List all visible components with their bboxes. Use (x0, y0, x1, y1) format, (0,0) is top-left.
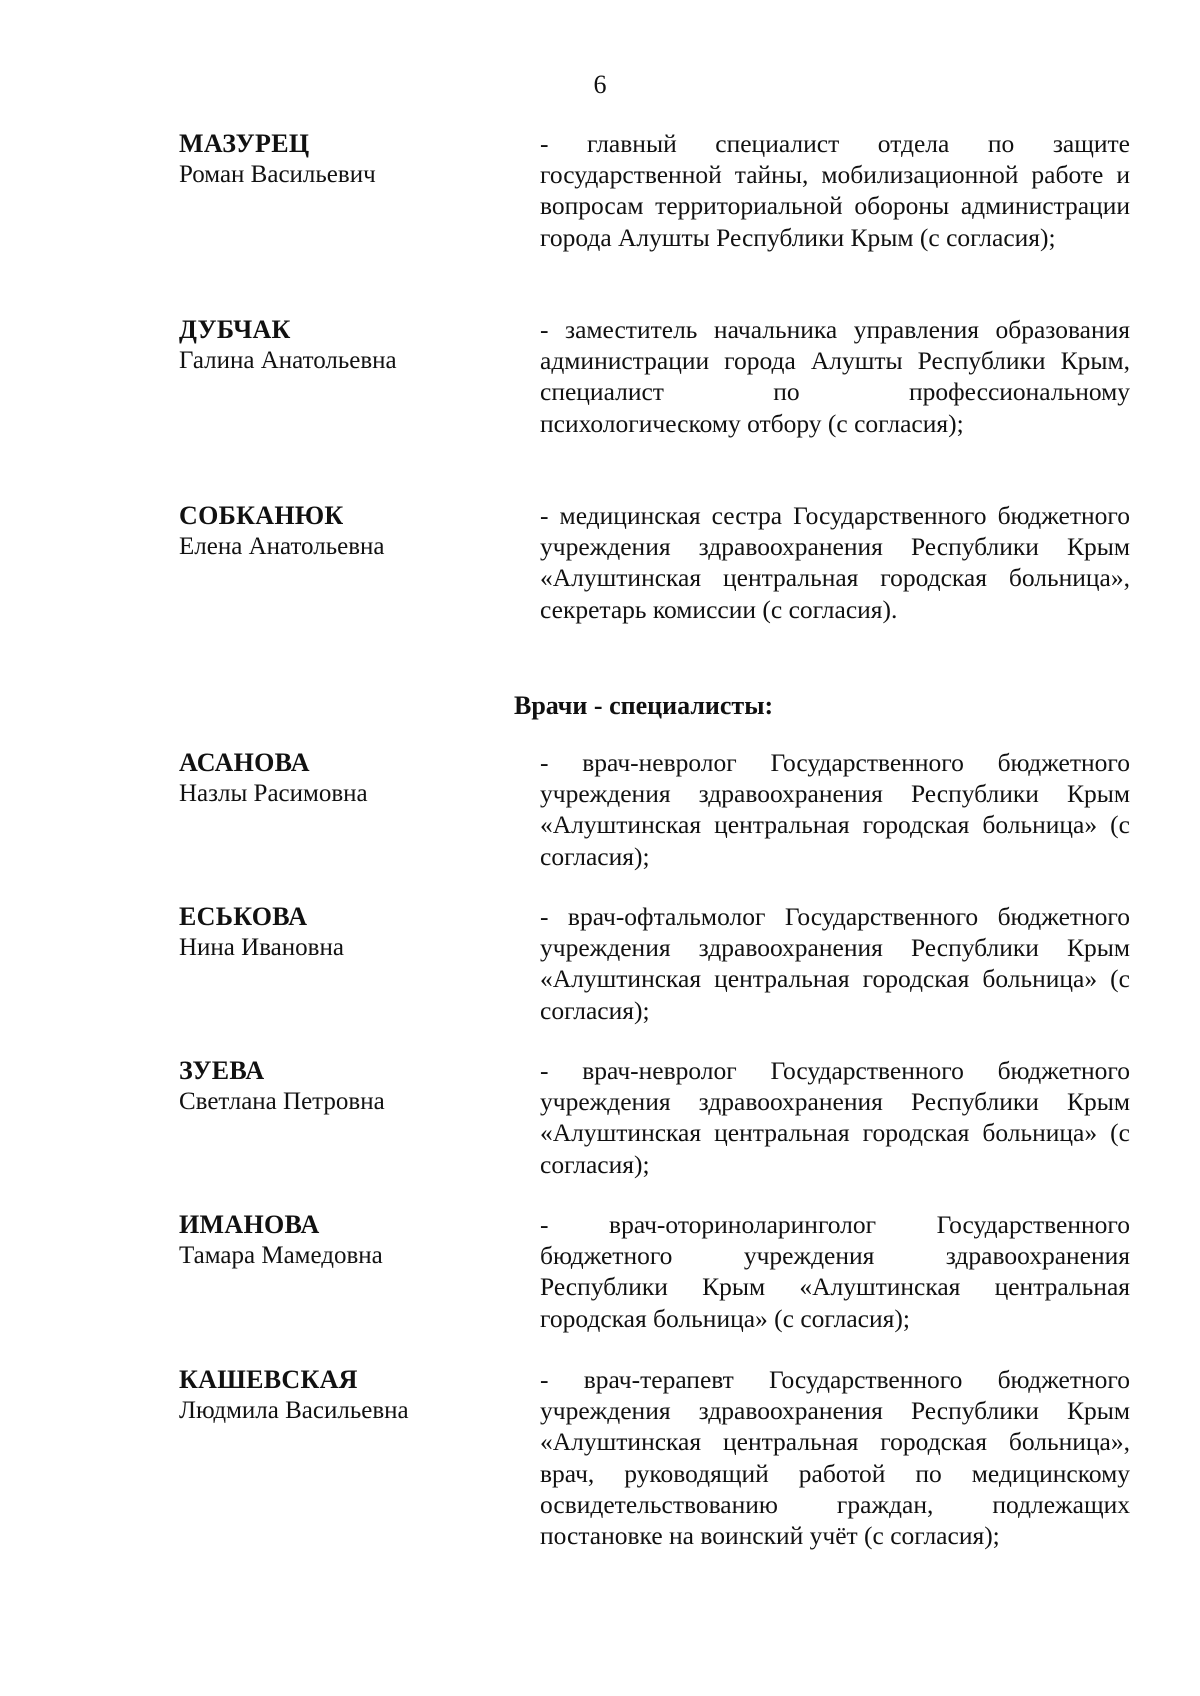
doctor-given-name: Нина Ивановна (179, 934, 344, 961)
section-heading-doctors: Врачи - специалисты: (514, 691, 774, 720)
doctor-role: - врач-терапевт Государственного бюджетного учреждения здравоохранения Республики Крым «Алуштинская центральная городская больница», врач, руководящий работой по медицинскому освидетельствованию граждан, подлежащих постановке на воинский учёт (с согласия); (540, 1365, 1130, 1551)
member-role: - главный специалист отдела по защите государственной тайны, мобилизационной работе и вопросам территориальной обороны администрации города Алушты Республики Крым (с согласия); (540, 129, 1130, 252)
doctor-name-block (179, 1209, 509, 1271)
doctor-name-block (179, 1364, 509, 1426)
doctor-role: - врач-офтальмолог Государственного бюджетного учреждения здравоохранения Республики Крым «Алуштинская центральная городская больница» (с согласия); (540, 902, 1130, 1025)
page-number: 6 (593, 70, 607, 99)
doctor-given-name: Людмила Васильевна (179, 1397, 409, 1424)
member-name-block (179, 314, 509, 376)
doctor-given-name: Назлы Расимовна (179, 780, 368, 807)
member-name-block (179, 500, 509, 562)
member-given-name: Роман Васильевич (179, 161, 376, 188)
doctor-surname: ЗУЕВА (179, 1056, 265, 1085)
doctor-role: - врач-оториноларинголог Государственного бюджетного учреждения здравоохранения Республики Крым «Алуштинская центральная городская больница» (с согласия); (540, 1210, 1130, 1333)
member-role: - медицинская сестра Государственного бюджетного учреждения здравоохранения Республики Крым «Алуштинская центральная городская больница», секретарь комиссии (с согласия). (540, 501, 1130, 624)
member-surname: СОБКАНЮК (179, 501, 344, 530)
doctor-name-block (179, 901, 509, 963)
member-surname: МАЗУРЕЦ (179, 129, 310, 158)
doctor-surname: ЕСЬКОВА (179, 902, 308, 931)
doctor-role: - врач-невролог Государственного бюджетного учреждения здравоохранения Республики Крым «Алуштинская центральная городская больница» (с согласия); (540, 1056, 1130, 1179)
member-given-name: Галина Анатольевна (179, 347, 397, 374)
doctor-surname: КАШЕВСКАЯ (179, 1365, 358, 1394)
doctor-name-block (179, 1055, 509, 1117)
doctor-surname: АСАНОВА (179, 748, 310, 777)
doctor-name-block (179, 747, 509, 809)
doctor-role: - врач-невролог Государственного бюджетного учреждения здравоохранения Республики Крым «Алуштинская центральная городская больница» (с согласия); (540, 748, 1130, 871)
doctor-given-name: Тамара Мамедовна (179, 1242, 383, 1269)
member-role: - заместитель начальника управления образования администрации города Алушты Республики Крым, специалист по профессиональному психологическому отбору (с согласия); (540, 315, 1130, 438)
member-name-block (179, 128, 509, 190)
doctor-given-name: Светлана Петровна (179, 1088, 385, 1115)
doctor-surname: ИМАНОВА (179, 1210, 320, 1239)
member-surname: ДУБЧАК (179, 315, 291, 344)
member-given-name: Елена Анатольевна (179, 533, 385, 560)
